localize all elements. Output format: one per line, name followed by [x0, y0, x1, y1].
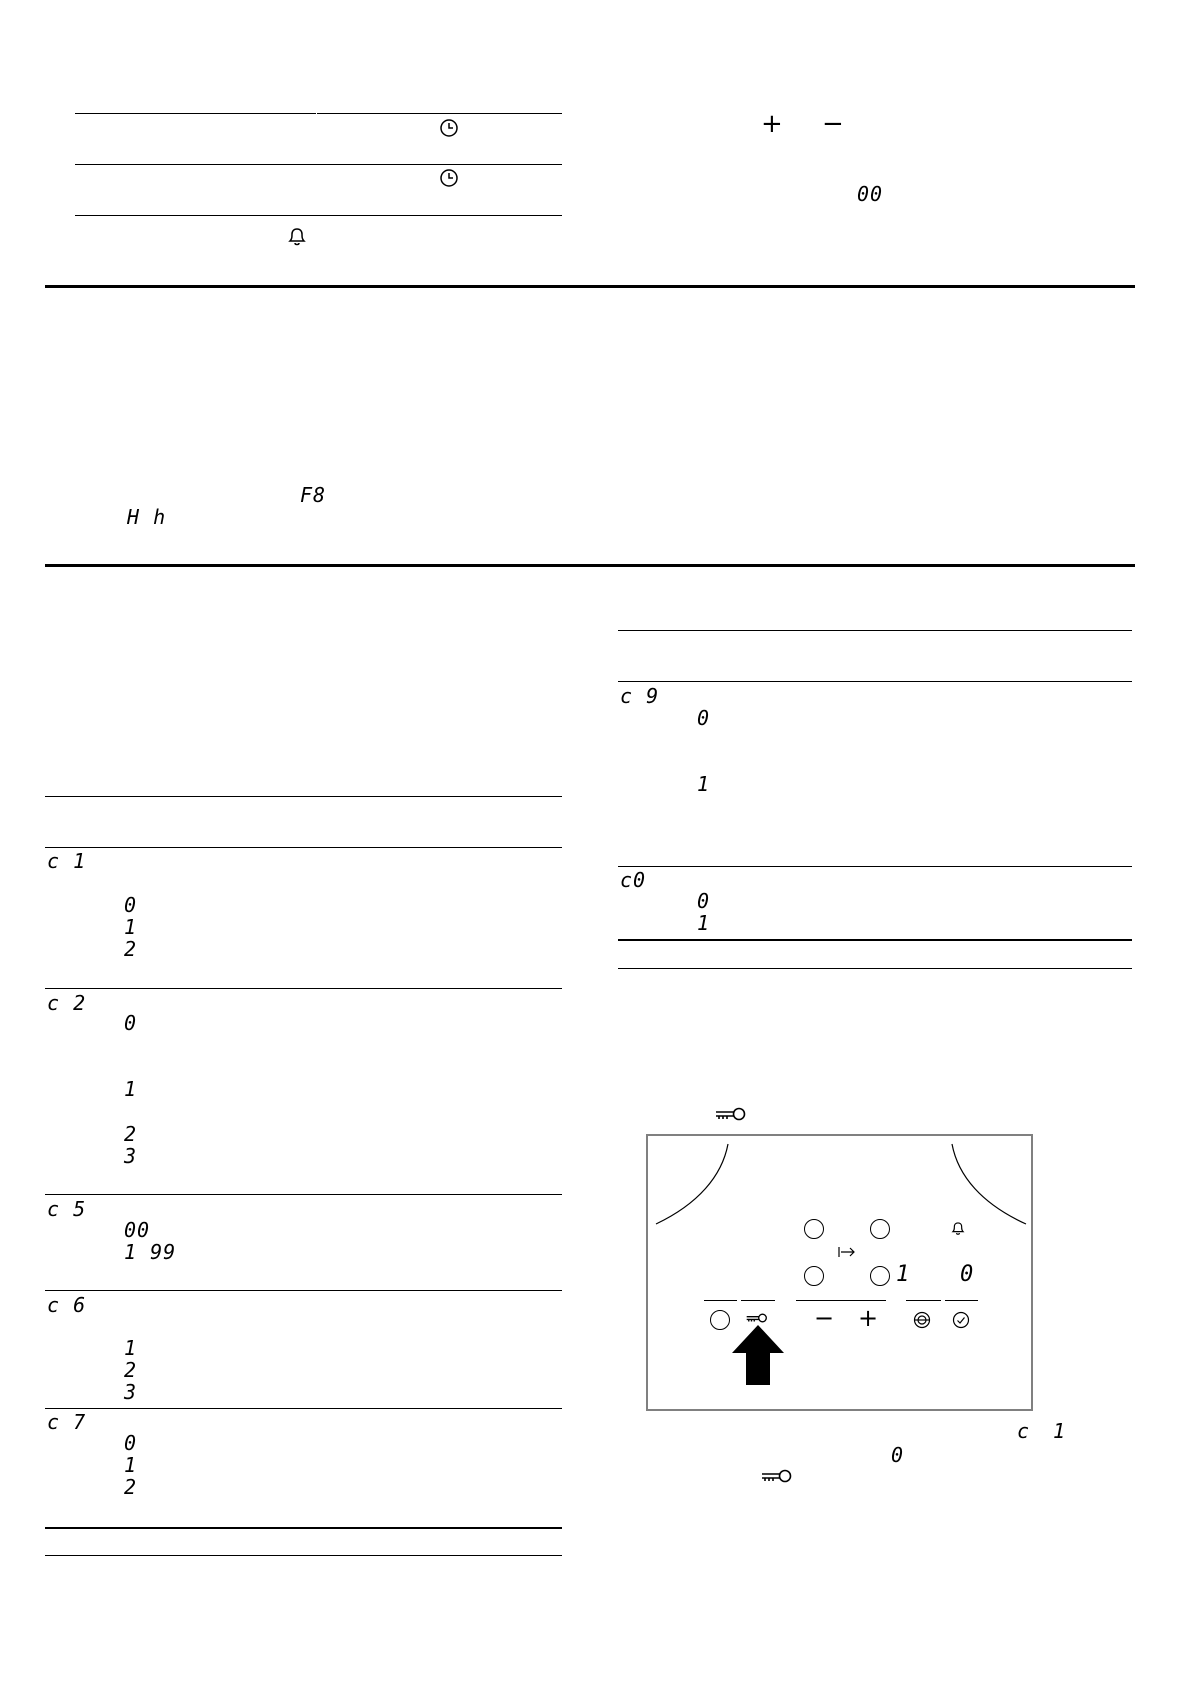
setting-code-c1: c 1: [47, 849, 87, 873]
key-icon: [761, 1468, 793, 1484]
setting-code-c6: c 6: [47, 1293, 87, 1317]
fault-code-hh: H h: [127, 505, 167, 529]
table-top-col-divider: [316, 113, 317, 164]
control-underline: [906, 1300, 941, 1301]
setting-code-c2: c 2: [47, 991, 87, 1015]
setting-value: 2: [124, 937, 138, 961]
display-code-c: c: [1017, 1419, 1031, 1443]
setting-value: 1: [124, 1336, 138, 1360]
settings-table-rule: [45, 1555, 562, 1556]
setting-code-c5: c 5: [47, 1197, 87, 1221]
table-top-rule-3: [75, 215, 562, 216]
minus-button[interactable]: −: [814, 1304, 835, 1332]
settings-table-rule: [618, 630, 1132, 631]
setting-value: 3: [124, 1144, 138, 1168]
clock-icon: [439, 118, 459, 138]
setting-value: 1: [124, 1453, 138, 1477]
setting-value: 0: [697, 706, 711, 730]
settings-table-rule-thick: [45, 1527, 562, 1529]
settings-table-rule: [618, 681, 1132, 682]
control-panel: [646, 1134, 1033, 1411]
bell-icon[interactable]: [950, 1220, 966, 1236]
setting-value: 00: [124, 1218, 151, 1242]
setting-value: 2: [124, 1358, 138, 1382]
bell-icon: [286, 225, 308, 247]
settings-table-rule: [45, 1194, 562, 1195]
setting-value: 0: [697, 889, 711, 913]
fault-code-f8: F8: [300, 483, 327, 507]
settings-table-rule: [45, 1290, 562, 1291]
zone-arc-left: [648, 1136, 738, 1226]
arrow-up-icon: [730, 1323, 786, 1387]
minus-symbol: −: [822, 109, 844, 139]
settings-table-rule: [45, 796, 562, 797]
display-code-1: 1: [1053, 1419, 1067, 1443]
table-top-rule-1: [75, 113, 562, 114]
settings-table-rule: [618, 866, 1132, 867]
control-underline: [704, 1300, 737, 1301]
key-icon: [715, 1106, 747, 1122]
setting-value: 1 99: [124, 1240, 177, 1264]
display-code-0: 0: [891, 1443, 905, 1467]
table-top-rule-2: [75, 164, 562, 165]
section-divider-2: [45, 564, 1135, 567]
settings-table-rule: [45, 847, 562, 848]
setting-value: 1: [124, 915, 138, 939]
display-power-level: 1: [896, 1262, 911, 1287]
settings-table-rule: [45, 1408, 562, 1409]
setting-value: 1: [697, 911, 711, 935]
control-underline: [741, 1300, 775, 1301]
setting-code-c0: c0: [620, 868, 647, 892]
zone-select-button[interactable]: [804, 1219, 824, 1239]
timer-icon[interactable]: [952, 1311, 970, 1329]
control-underline: [945, 1300, 978, 1301]
zone-select-button[interactable]: [870, 1219, 890, 1239]
setting-value: 3: [124, 1380, 138, 1404]
power-button[interactable]: [710, 1310, 730, 1330]
setting-value: 2: [124, 1122, 138, 1146]
setting-value: 0: [124, 1011, 138, 1035]
settings-table-rule: [618, 968, 1132, 969]
settings-table-rule: [45, 988, 562, 989]
clock-icon: [439, 168, 459, 188]
display-timer: 0: [960, 1262, 975, 1287]
setting-code-c7: c 7: [47, 1410, 87, 1434]
setting-value: 0: [124, 1431, 138, 1455]
control-underline: [796, 1300, 886, 1301]
end-arrow-icon: [838, 1246, 856, 1258]
setting-value: 0: [124, 893, 138, 917]
setting-value: 1: [697, 772, 711, 796]
settings-table-rule-thick: [618, 939, 1132, 941]
zone-icon[interactable]: [913, 1311, 931, 1329]
zone-arc-right: [944, 1136, 1034, 1226]
setting-value: 1: [124, 1077, 138, 1101]
setting-code-c9: c 9: [620, 684, 660, 708]
zone-select-button[interactable]: [804, 1266, 824, 1286]
plus-symbol: +: [761, 109, 783, 139]
zone-select-button[interactable]: [870, 1266, 890, 1286]
plus-button[interactable]: +: [858, 1304, 879, 1332]
setting-value: 2: [124, 1475, 138, 1499]
section-divider-1: [45, 285, 1135, 288]
display-code-00: 00: [857, 182, 884, 206]
